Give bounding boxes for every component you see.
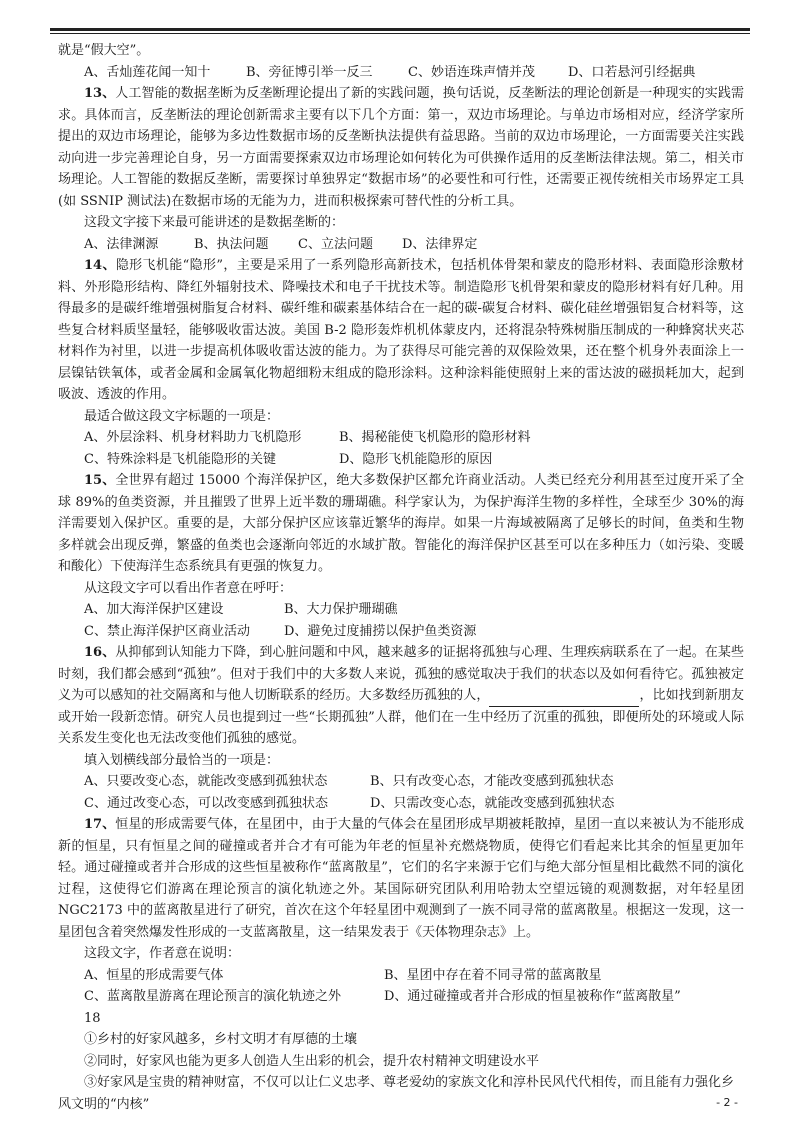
- q14-options: [58, 427, 744, 470]
- q15-option-c: C、禁止海洋保护区商业活动: [84, 623, 250, 639]
- q15-passage: [58, 470, 744, 578]
- q12-tail: 就是“假大空”。: [58, 43, 150, 58]
- q16-options: [58, 771, 744, 814]
- q12-option-c: C、妙语连珠声情并茂: [408, 64, 535, 80]
- q13-option-b: B、执法问题: [194, 236, 269, 252]
- q17-options: [58, 965, 744, 1008]
- page-content: [58, 40, 744, 1115]
- q15-text: 全世界有超过 15000 个海洋保护区，绝大多数保护区都允许商业活动。人类已经充分利用甚至过度开采了全球 89%的鱼类资源，并且摧毁了世界上近半数的珊瑚礁。科学家认为，为保护海洋生物的多样性，全球至少 30%的海洋需要划入保护区。重要的是，大部分保护区应该靠近繁华的海岸。如果一片海域被隔离了足够长的时间，鱼类和生物多样就会出现反弹，繁盛的鱼类也会逐渐向邻近的水域扩散。智能化的海洋保护区甚至可以在多种压力（如污染、变暖和酸化）下使海洋生态系统具有更强的恢复力。: [58, 473, 744, 574]
- q17-option-b: B、星团中存在着不同寻常的蓝离散星: [384, 967, 602, 983]
- q16-number: 16、: [84, 645, 116, 660]
- q16-option-d: D、只需改变心态，就能改变感到孤独状态: [370, 795, 615, 811]
- q16-option-a: A、只要改变心态，就能改变感到孤独状态: [84, 774, 328, 789]
- q16-passage: [58, 642, 744, 750]
- q13-text: 人工智能的数据垄断为反垄断理论提出了新的实践问题，换句话说，反垄断法的理论创新是一种现实的实践需求。具体而言，反垄断法的理论创新需求主要有以下几个方面：第一，双边市场理论。与单边市场相对应，经济学家所提出的双边市场理论，能够为多边性数据市场的反垄断执法提供有益思路。当前的双边市场理论，一方面需要关注实践动向进一步完善理论自身，另一方面需要探索双边市场理论如何转化为可供操作适用的反垄断法律法规。第二，相关市场理论。人工智能的数据反垄断，需要探讨单独界定“数据市场”的必要性和可行性，还需要正视传统相关市场界定工具(如 SSNIP 测试法)在数据市场的无能为力，进而积极探索可替代性的分析工具。: [58, 86, 744, 209]
- q14-number: 14、: [84, 258, 116, 273]
- q13-prompt: 这段文字接下来最可能讲述的是数据垄断的：: [84, 215, 345, 230]
- q13-option-a: A、法律渊源: [84, 236, 159, 252]
- q16-blank: [489, 692, 639, 707]
- q16-text-before: 从抑郁到认知能力下降，到心脏问题和中风，越来越多的证据将孤独与心理、生理疾病联系在了一起。在某些时刻，我们都会感到“孤独”。但对于我们中的大多数人来说，孤独的感觉取决于我们的状态以及如何看待它。孤独被定义为可以感知的社交隔离和与他人切断联系的经历。大多数经历孤独的人，: [58, 645, 744, 703]
- q12-options: [58, 62, 744, 84]
- q17-option-a: A、恒星的形成需要气体: [84, 967, 224, 983]
- q18-statement-1: ①乡村的好家风越多，乡村文明才有厚德的土壤: [84, 1032, 358, 1047]
- q15-option-a: A、加大海洋保护区建设: [84, 602, 224, 617]
- q14-option-a: A、外层涂料、机身材料助力飞机隐形: [84, 430, 302, 445]
- q15-prompt: 从这段文字可以看出作者意在呼吁：: [84, 580, 293, 596]
- q16-option-c: C、通过改变心态，可以改变感到孤独状态: [84, 795, 328, 811]
- page-number: - 2 -: [716, 1096, 738, 1109]
- q18-number: 18: [84, 1010, 101, 1026]
- q12-option-a: A、舌灿莲花闻一知十: [84, 64, 211, 80]
- q16-option-b: B、只有改变心态，才能改变感到孤独状态: [370, 774, 614, 789]
- q14-option-d: D、隐形飞机能隐形的原因: [339, 451, 493, 467]
- q14-option-b: B、揭秘能使飞机隐形的隐形材料: [339, 430, 531, 445]
- q12-option-b: B、旁征博引举一反三: [246, 64, 373, 80]
- q15-option-d: D、避免过度捕捞以保护鱼类资源: [284, 623, 477, 639]
- q14-option-c: C、特殊涂料是飞机能隐形的关键: [84, 451, 276, 467]
- q17-option-d: D、通过碰撞或者并合形成的恒星被称作“蓝离散星”: [384, 989, 681, 1004]
- q17-text: 恒星的形成需要气体，在星团中，由于大量的气体会在星团形成早期被耗散掉，星团一直以来被认为不能形成新的恒星，只有恒星之间的碰撞或者并合才有可能为年老的恒星补充燃烧物质，使得它们看起来比其余的恒星更加年轻。通过碰撞或者并合形成的这些恒星被称作“蓝离散星”，它们的名字来源于它们与绝大部分恒星相比截然不同的演化过程，这使得它们游离在理论预言的演化轨迹之外。某国际研究团队利用哈勃太空望远镜的观测数据，对年轻星团 NGC2173 中的蓝离散星进行了研究，首次在这个年轻星团中观测到了一族不同寻常的蓝离散星。根据这一发现，这一星团包含着突然爆发性形成的一支蓝离散星，这一结果发表于《天体物理杂志》上。: [58, 817, 744, 940]
- q16-text-after: ，比如找到新朋友或开始一段新恋情。研究人员也提到过一些“长期孤独”人群，他们在一生中经历了沉重的孤独，即便所处的环境或人际关系发生变化也无法改变他们孤独的感觉。: [58, 688, 744, 746]
- q13-options: [58, 234, 744, 256]
- q14-text: 隐形飞机能“隐形”，主要是采用了一系列隐形高新技术，包括机体骨架和蒙皮的隐形材料、表面隐形涂敷材料、外形隐形结构、降红外辐射技术、降噪技术和电子干扰技术等。制造隐形飞机骨架和蒙皮的隐形材料有好几种。用得最多的是碳纤维增强树脂复合材料、碳纤维和碳素基体结合在一起的碳-碳复合材料、碳化硅丝增强铝复合材料等，这些复合材料质坚量轻，能够吸收雷达波。美国 B-2 隐形轰炸机机体蒙皮内，还将混杂特殊树脂压制成的一种蜂窝状夹芯材料作为衬里，以进一步提高机体吸收雷达波的能力。为了获得尽可能完善的双保险效果，还在整个机身外表面涂上一层镍钴铁氧体，或者金属和金属氧化物超细粉末组成的隐形涂料。这种涂料能使照射上来的雷达波的磁损耗加大，起到吸波、透波的作用。: [58, 258, 744, 402]
- header-rule: [50, 28, 750, 31]
- q13-number: 13、: [84, 86, 116, 101]
- q14-prompt: 最适合做这段文字标题的一项是：: [84, 408, 280, 424]
- q18-statement-3: ③好家风是宝贵的精神财富，不仅可以让仁义忠孝、尊老爱幼的家族文化和淳朴民风代代相传，而且能有力强化乡风文明的“内核”: [58, 1075, 735, 1112]
- q18-statement-2: ②同时，好家风也能为更多人创造人生出彩的机会，提升农村精神文明建设水平: [84, 1053, 540, 1069]
- q12-option-d: D、口若悬河引经据典: [568, 64, 696, 80]
- q17-prompt: 这段文字，作者意在说明：: [84, 946, 241, 961]
- q15-number: 15、: [84, 473, 116, 488]
- q14-passage: [58, 255, 744, 406]
- q13-passage: [58, 83, 744, 212]
- q16-prompt: 填入划横线部分最恰当的一项是：: [84, 752, 280, 768]
- q17-passage: [58, 814, 744, 943]
- q15-options: [58, 599, 744, 642]
- q17-option-c: C、蓝离散星游离在理论预言的演化轨迹之外: [84, 989, 341, 1004]
- header-rule-thin: [50, 33, 750, 34]
- q13-option-d: D、法律界定: [402, 236, 478, 252]
- q15-option-b: B、大力保护珊瑚礁: [284, 602, 398, 617]
- q17-number: 17、: [84, 817, 116, 832]
- q13-option-c: C、立法问题: [298, 236, 373, 252]
